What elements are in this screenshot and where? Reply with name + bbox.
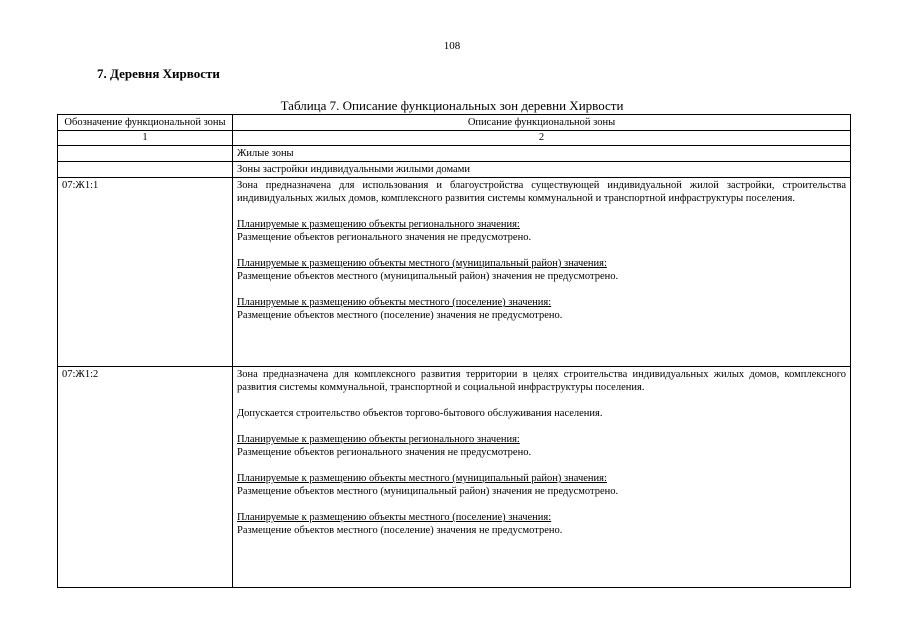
header-zone-code: Обозначение функциональной зоны [58, 115, 233, 131]
group-row-label: Зоны застройки индивидуальными жилыми домами [233, 162, 851, 178]
regional-heading: Планируемые к размещению объекты регионального значения: [237, 434, 520, 445]
zone-intro: Зона предназначена для использования и благоустройства существующей индивидуальной жилой застройки, строительства индивидуальных жилых домов, комплексного развития системы коммунальной и транспортной инфраструктуры поселения. [237, 180, 846, 204]
settlement-text: Размещение объектов местного (поселение) значения не предусмотрено. [237, 310, 563, 321]
zone-extra: Допускается строительство объектов торгово-бытового обслуживания населения. [237, 408, 603, 419]
municipal-text: Размещение объектов местного (муниципальный район) значения не предусмотрено. [237, 271, 619, 282]
column-number-row [58, 131, 851, 146]
zone-code: 07:Ж1:2 [58, 367, 233, 588]
header-zone-description: Описание функциональной зоны [233, 115, 851, 131]
table-row [58, 367, 851, 588]
table-caption: Таблица 7. Описание функциональных зон деревни Хирвости [280, 98, 624, 113]
page-number: 108 [443, 40, 461, 52]
group-row-residential [58, 146, 851, 162]
section-title: 7. Деревня Хирвости [97, 66, 220, 81]
settlement-text: Размещение объектов местного (поселение) значения не предусмотрено. [237, 525, 563, 536]
group-row-empty-cell [58, 146, 233, 162]
regional-heading: Планируемые к размещению объекты регионального значения: [237, 219, 520, 230]
zone-code: 07:Ж1:1 [58, 178, 233, 367]
table-header-row [58, 115, 851, 131]
column-number-1: 1 [58, 131, 233, 146]
zone-description [233, 367, 851, 588]
settlement-heading: Планируемые к размещению объекты местного (поселение) значения: [237, 512, 552, 523]
zone-description [233, 178, 851, 367]
group-row-individual-housing [58, 162, 851, 178]
zones-table [57, 114, 851, 588]
regional-text: Размещение объектов регионального значения не предусмотрено. [237, 232, 532, 243]
column-number-2: 2 [233, 131, 851, 146]
settlement-heading: Планируемые к размещению объекты местного (поселение) значения: [237, 297, 552, 308]
municipal-heading: Планируемые к размещению объекты местного (муниципальный район) значения: [237, 258, 607, 269]
municipal-text: Размещение объектов местного (муниципальный район) значения не предусмотрено. [237, 486, 619, 497]
zone-intro: Зона предназначена для комплексного развития территории в целях строительства индивидуальных жилых домов, комплексного развития системы коммунальной, транспортной и социальной инфраструктуры поселения. [237, 369, 846, 393]
group-row-label: Жилые зоны [233, 146, 851, 162]
table-row [58, 178, 851, 367]
group-row-empty-cell [58, 162, 233, 178]
municipal-heading: Планируемые к размещению объекты местного (муниципальный район) значения: [237, 473, 607, 484]
regional-text: Размещение объектов регионального значения не предусмотрено. [237, 447, 532, 458]
